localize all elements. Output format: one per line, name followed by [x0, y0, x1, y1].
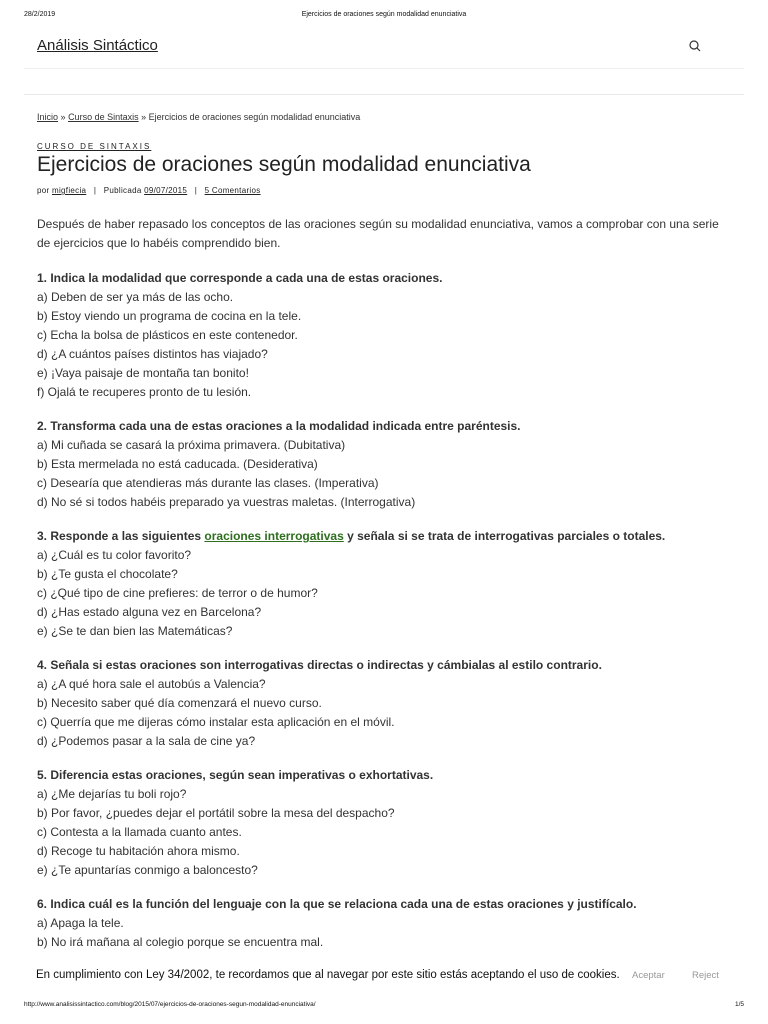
print-header	[24, 11, 744, 23]
exercise-items	[37, 546, 731, 641]
meta-separator: |	[194, 186, 198, 195]
breadcrumb-current: Ejercicios de oraciones según modalidad enunciativa	[148, 112, 361, 122]
exercise-items	[37, 675, 731, 751]
exercise-items	[37, 288, 731, 402]
header-divider	[24, 94, 744, 95]
exercise-item: c) Echa la bolsa de plásticos en este contenedor.	[37, 328, 298, 342]
cookie-reject-button[interactable]: Reject	[692, 970, 719, 981]
author-link[interactable]: migfiecia	[52, 186, 87, 195]
print-doc-title: Ejercicios de oraciones según modalidad enunciativa	[301, 11, 467, 18]
exercise-items	[37, 785, 731, 880]
exercise-item: a) Apaga la tele.	[37, 916, 124, 930]
question-text: 3. Responde a las siguientes	[37, 529, 205, 543]
exercise-item: d) ¿Podemos pasar a la sala de cine ya?	[37, 734, 256, 748]
exercise-item: b) Por favor, ¿puedes dejar el portátil sobre la mesa del despacho?	[37, 806, 395, 820]
exercise-question	[37, 527, 731, 546]
breadcrumb-home-link[interactable]: Inicio	[37, 112, 59, 122]
print-footer	[24, 1001, 744, 1008]
exercise-item: a) ¿Cuál es tu color favorito?	[37, 548, 192, 562]
exercise-question: 5. Diferencia estas oraciones, según sean imperativas o exhortativas.	[37, 768, 434, 782]
exercise-item: c) ¿Qué tipo de cine prefieres: de terror o de humor?	[37, 586, 318, 600]
exercise-item: a) ¿Me dejarías tu boli rojo?	[37, 787, 187, 801]
interrogative-sentences-link[interactable]: oraciones interrogativas	[204, 529, 344, 543]
meta-published-label: Publicada	[103, 186, 142, 195]
print-page-number: 1/5	[734, 1001, 744, 1008]
breadcrumb-category-link[interactable]: Curso de Sintaxis	[68, 112, 139, 122]
exercise-item: d) Recoge tu habitación ahora mismo.	[37, 844, 240, 858]
breadcrumb	[37, 112, 731, 122]
exercise-3	[37, 527, 731, 641]
exercise-item: a) Deben de ser ya más de las ocho.	[37, 290, 234, 304]
exercise-item: c) Querría que me dijeras cómo instalar esta aplicación en el móvil.	[37, 715, 395, 729]
exercise-item: a) ¿A qué hora sale el autobús a Valencia?	[37, 677, 266, 691]
post-intro: Después de haber repasado los conceptos de las oraciones según su modalidad enunciativa, vamos a comprobar con una serie de ejercicios que lo habéis comprendido bien.	[37, 217, 719, 250]
exercise-question: 4. Señala si estas oraciones son interrogativas directas o indirectas y cámbialas al estilo contrario.	[37, 658, 602, 672]
exercise-question: 1. Indica la modalidad que corresponde a cada una de estas oraciones.	[37, 271, 443, 285]
exercise-item: e) ¿Te apuntarías conmigo a baloncesto?	[37, 863, 258, 877]
exercise-item: b) Esta mermelada no está caducada. (Desiderativa)	[37, 457, 318, 471]
exercise-item: b) Estoy viendo un programa de cocina en la tele.	[37, 309, 302, 323]
exercise-5	[37, 766, 731, 880]
cookie-accept-button[interactable]: Aceptar	[632, 970, 665, 981]
exercise-item: c) Contesta a la llamada cuanto antes.	[37, 825, 242, 839]
post-category-link[interactable]: CURSO DE SINTAXIS	[37, 142, 152, 151]
print-date: 28/2/2019	[24, 11, 56, 18]
meta-separator: |	[93, 186, 97, 195]
exercise-item: d) ¿Has estado alguna vez en Barcelona?	[37, 605, 262, 619]
exercise-item: b) Necesito saber qué día comenzará el nuevo curso.	[37, 696, 322, 710]
exercise-item: b) ¿Te gusta el chocolate?	[37, 567, 178, 581]
exercise-question: 2. Transforma cada una de estas oraciones a la modalidad indicada entre paréntesis.	[37, 419, 521, 433]
post-title: Ejercicios de oraciones según modalidad enunciativa	[37, 153, 531, 176]
site-header	[24, 26, 744, 69]
exercise-4	[37, 656, 731, 751]
exercise-item: a) Mi cuñada se casará la próxima primavera. (Dubitativa)	[37, 438, 346, 452]
exercise-question: 6. Indica cuál es la función del lenguaje con la que se relaciona cada una de estas oraciones y justifícalo.	[37, 897, 637, 911]
meta-by-label: por	[37, 186, 50, 195]
exercise-item: f) Ojalá te recuperes pronto de tu lesión.	[37, 385, 252, 399]
exercise-items	[37, 914, 731, 952]
print-url: http://www.analisissintactico.com/blog/2015/07/ejercicios-de-oraciones-segun-modalidad-enunciativa/	[24, 1001, 316, 1008]
exercise-1	[37, 269, 731, 402]
exercise-item: c) Desearía que atendieras más durante las clases. (Imperativa)	[37, 476, 379, 490]
breadcrumb-separator: »	[60, 112, 66, 122]
exercise-6	[37, 895, 731, 952]
main-content	[37, 112, 731, 967]
post-date-link[interactable]: 09/07/2015	[144, 186, 188, 195]
exercise-item: d) ¿A cuántos países distintos has viajado?	[37, 347, 268, 361]
exercise-item: d) No sé si todos habéis preparado ya vuestras maletas. (Interrogativa)	[37, 495, 416, 509]
comments-link[interactable]: 5 Comentarios	[204, 186, 261, 195]
post-meta	[37, 186, 731, 195]
cookie-notice-text: En cumplimiento con Ley 34/2002, te recordamos que al navegar por este sitio estás aceptando el uso de cookies.	[36, 969, 620, 981]
exercise-2	[37, 417, 731, 512]
exercise-item: b) No irá mañana al colegio porque se encuentra mal.	[37, 935, 324, 949]
exercise-items	[37, 436, 731, 512]
question-text: y señala si se trata de interrogativas parciales o totales.	[343, 529, 666, 543]
search-icon[interactable]	[688, 39, 702, 53]
breadcrumb-separator: »	[141, 112, 147, 122]
exercise-item: e) ¿Se te dan bien las Matemáticas?	[37, 624, 233, 638]
site-title-link[interactable]: Análisis Sintáctico	[37, 37, 158, 54]
exercise-item: e) ¡Vaya paisaje de montaña tan bonito!	[37, 366, 249, 380]
cookie-consent-bar	[0, 961, 768, 993]
